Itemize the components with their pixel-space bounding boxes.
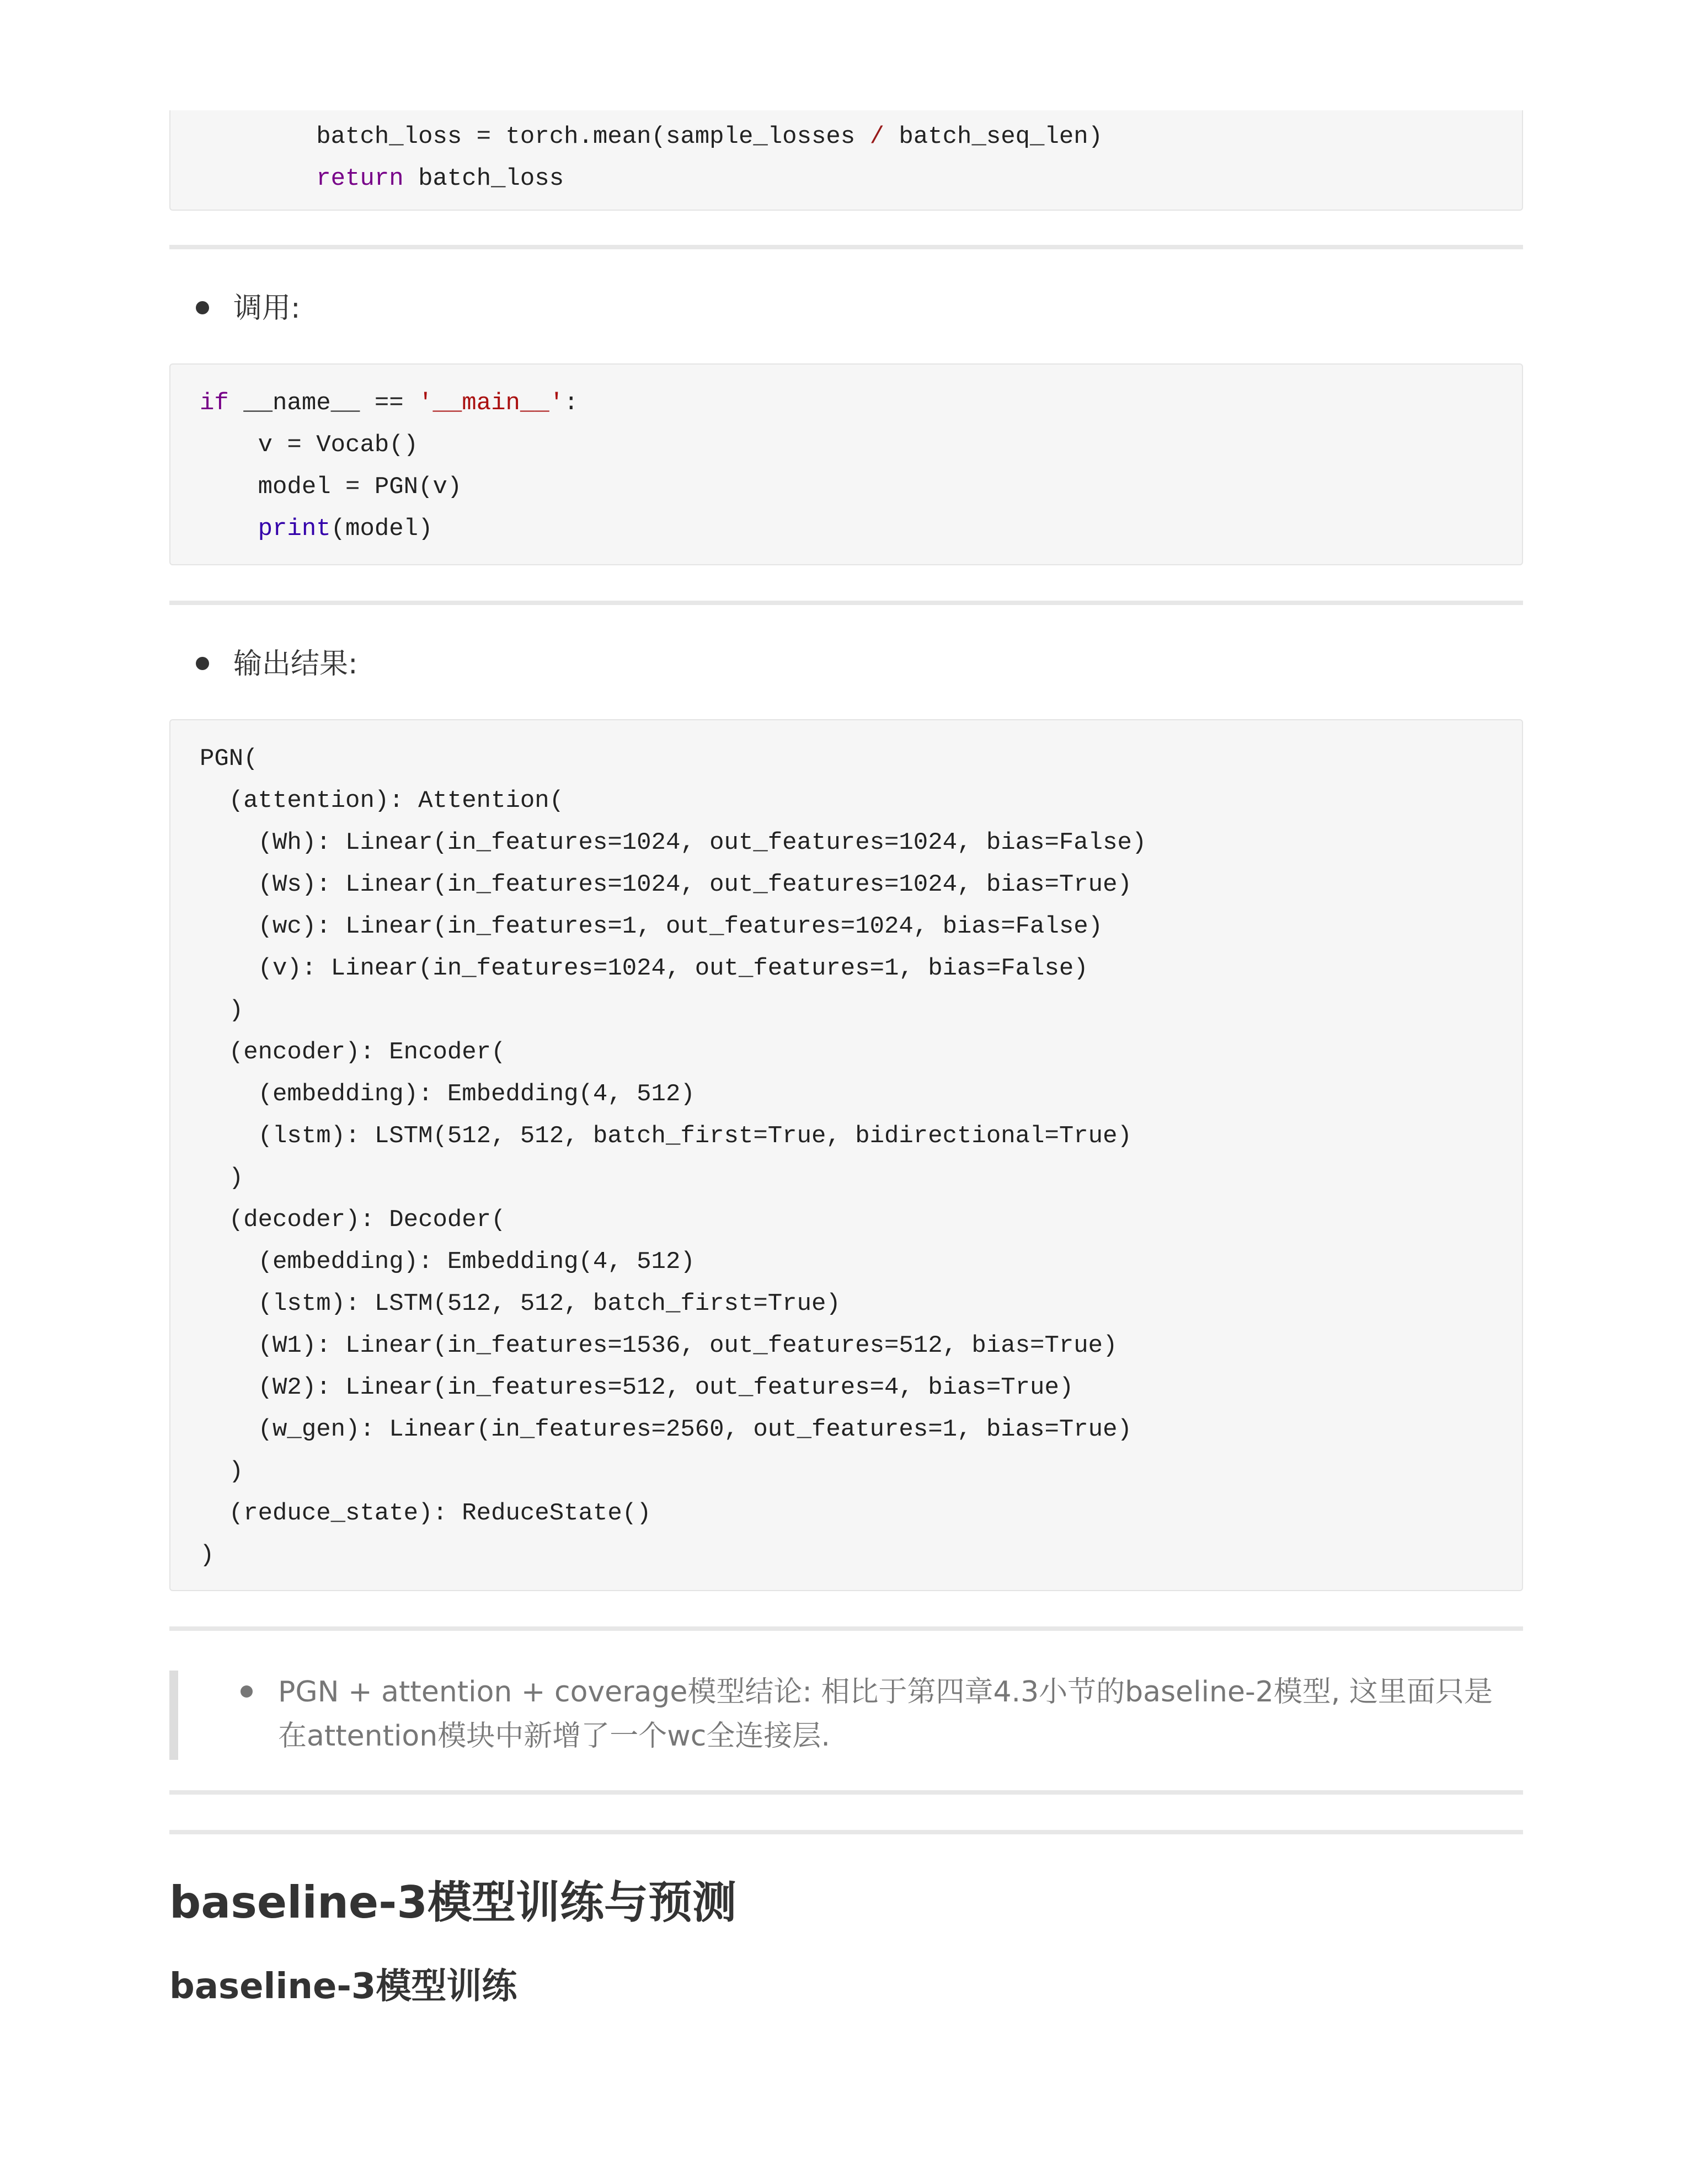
blockquote-text: PGN + attention + coverage模型结论: 相比于第四章4.3小节的baseline-2模型, 这里面只是在attention模块中新增了一个wc全连接层.: [278, 1676, 1493, 1753]
code-line: (lstm): LSTM(512, 512, batch_first=True, bidirectional=True): [200, 1122, 1132, 1150]
divider: [169, 1790, 1523, 1795]
code-line: ): [200, 997, 244, 1024]
divider: [169, 601, 1523, 605]
code-line: v = Vocab(): [258, 431, 419, 459]
divider: [169, 245, 1523, 249]
code-line: ): [200, 1541, 215, 1569]
code-line: (encoder): Encoder(: [200, 1039, 506, 1066]
bullet-dot-icon: [196, 657, 209, 670]
code-block-call: [169, 363, 1523, 565]
code-line: (w_gen): Linear(in_features=2560, out_features=1, bias=True): [200, 1416, 1132, 1443]
code-line: (wc): Linear(in_features=1, out_features=1024, bias=False): [200, 913, 1103, 940]
code-line: ): [200, 1164, 244, 1192]
bullet-dot-icon: [196, 301, 209, 314]
code-line: if __name__ == '__main__':: [200, 389, 579, 417]
code-line: PGN(: [200, 745, 258, 773]
code-block-loss: [169, 110, 1523, 211]
code-line: batch_loss = torch.mean(sample_losses / batch_seq_len): [316, 123, 1103, 151]
blockquote-bar: [169, 1671, 178, 1760]
code-line: model = PGN(v): [258, 473, 462, 501]
code-line: (decoder): Decoder(: [200, 1206, 506, 1234]
bullet-dot-icon: [241, 1685, 253, 1698]
bullet-call-label: 调用:: [233, 292, 301, 325]
bullet-output: [196, 642, 358, 686]
code-line: (attention): Attention(: [200, 787, 564, 815]
section-heading: baseline-3模型训练与预测: [169, 1877, 737, 1928]
code-line: (reduce_state): ReduceState(): [200, 1500, 651, 1527]
code-line: return batch_loss: [316, 165, 564, 192]
bullet-output-label: 输出结果:: [233, 647, 358, 681]
subsection-heading: baseline-3模型训练: [169, 1966, 517, 2007]
code-line: (W1): Linear(in_features=1536, out_features=512, bias=True): [200, 1332, 1118, 1359]
code-line: (lstm): LSTM(512, 512, batch_first=True): [200, 1290, 841, 1318]
code-line: (Wh): Linear(in_features=1024, out_features=1024, bias=False): [200, 829, 1147, 857]
divider: [169, 1626, 1523, 1631]
code-line: (W2): Linear(in_features=512, out_features=4, bias=True): [200, 1374, 1074, 1401]
bullet-call: [196, 286, 301, 330]
divider: [169, 1830, 1523, 1834]
code-line: (v): Linear(in_features=1024, out_features=1, bias=False): [200, 955, 1088, 982]
code-block-output: [169, 719, 1523, 1591]
code-line: (embedding): Embedding(4, 512): [200, 1080, 695, 1108]
code-line: (Ws): Linear(in_features=1024, out_features=1024, bias=True): [200, 871, 1132, 898]
code-line: print(model): [258, 515, 433, 543]
code-line: ): [200, 1458, 244, 1485]
code-line: (embedding): Embedding(4, 512): [200, 1248, 695, 1276]
